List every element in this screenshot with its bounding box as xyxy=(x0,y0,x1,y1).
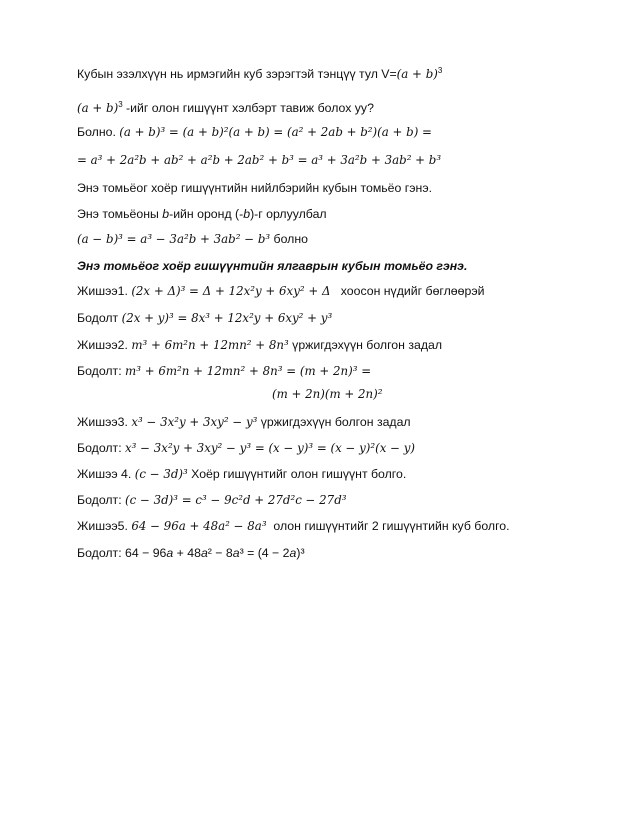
line-solution-3: Бодолт: x³ − 3x²y + 3xy² − y³ = (x − y)³ = (x − y)²(x − y) xyxy=(77,441,416,455)
line-example-1: Жишээ1. (2x + Δ)³ = Δ + 12x²y + 6xy² + Δ хоосон нүдийг бөглөөрэй xyxy=(77,284,485,298)
line-solution-2: Бодолт: m³ + 6m²n + 12mn² + 8n³ = (m + 2n)³ = xyxy=(77,364,372,378)
line-question: $(a + b)^3$ -ийг олон гишүүнт хэлбэрт тавиж болох уу? xyxy=(77,100,374,115)
line-cube-volume: Кубын эзэлхүүн нь ирмэгийн куб зэрэгтэй тэнцүү тул $V=(a + b)^3$ xyxy=(77,66,443,81)
line-example-5: Жишээ5. 64 − 96a + 48a² − 8a³ олон гишүүнтийг 2 гишүүнтийн куб болго. xyxy=(77,519,510,533)
line-solution-1: Бодолт (2x + y)³ = 8x³ + 12x²y + 6xy² + y³ xyxy=(77,311,333,325)
line-answer: Болно. (a + b)³ = (a + b)²(a + b) = (a² + 2ab + b²)(a + b) = xyxy=(77,125,432,139)
line-sum-formula-name: Энэ томьёог хоёр гишүүнтийн нийлбэрийн кубын томьёо гэнэ. xyxy=(77,181,433,195)
line-solution-4: Бодолт: (c − 3d)³ = c³ − 9c²d + 27d²c − 27d³ xyxy=(77,493,347,507)
line-example-3: Жишээ3. x³ − 3x²y + 3xy² − y³ үржигдэхүүн болгон задал xyxy=(77,415,411,429)
line-solution-5: Бодолт: 64 − 96a + 48a² − 8a³ = (4 − 2a)³ xyxy=(77,546,305,560)
line-expansion: = a³ + 2a²b + ab² + a²b + 2ab² + b³ = a³ + 3a²b + 3ab² + b³ xyxy=(77,153,442,167)
line-substitute: Энэ томьёоны b-ийн оронд (-b)-г орлуулбал xyxy=(77,207,327,221)
line-example-4: Жишээ 4. (c − 3d)³ Хоёр гишүүнтийг олон гишүүнт болго. xyxy=(77,467,407,481)
line-example-2: Жишээ2. m³ + 6m²n + 12mn² + 8n³ үржигдэхүүн болгон задал xyxy=(77,338,443,352)
line-difference-cube: (a − b)³ = a³ − 3a²b + 3ab² − b³ болно xyxy=(77,232,308,246)
line-difference-formula-name: Энэ томьёог хоёр гишүүнтийн ялгаврын кубын томьёо гэнэ. xyxy=(77,259,468,273)
line-solution-2-continued: (m + 2n)(m + 2n)² xyxy=(272,387,383,401)
